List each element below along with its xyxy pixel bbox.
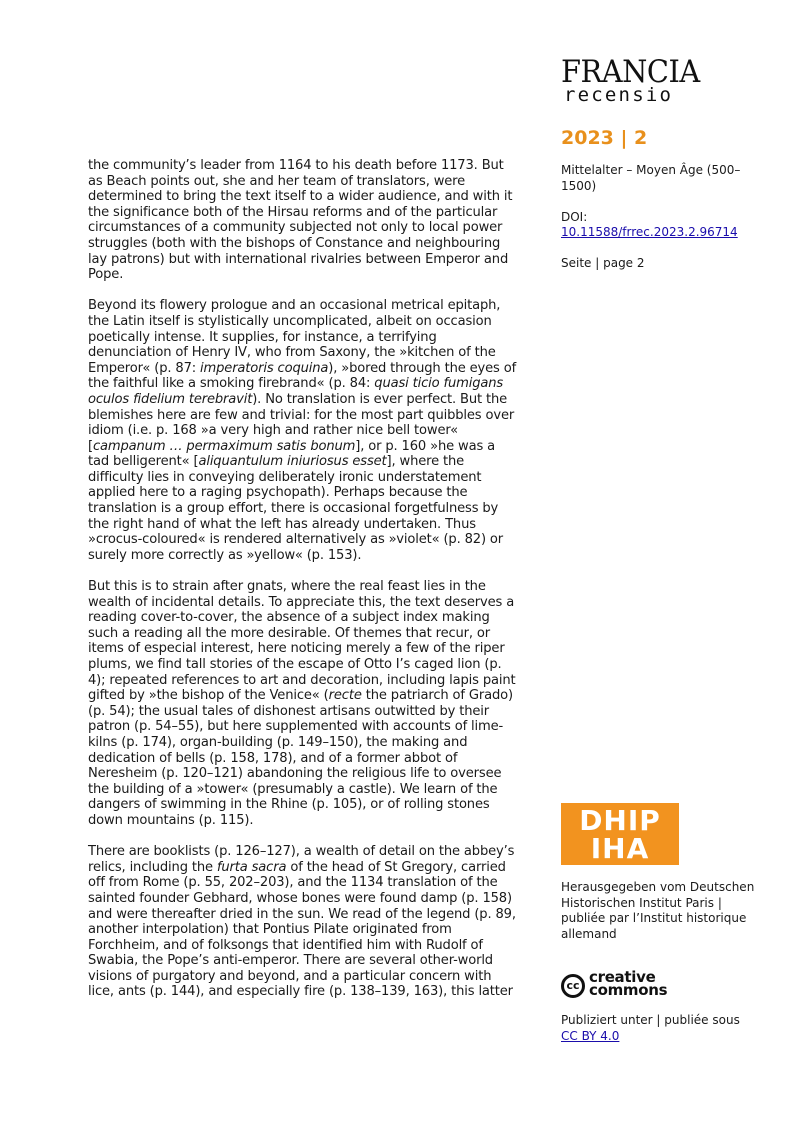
article-meta [561,163,741,287]
publisher-note: Herausgegeben vom Deutschen Historischen Institut Paris | publiée par l’Institut historique allemand [561,880,755,941]
license-note [561,1013,756,1044]
latin-quote: recte [328,688,362,704]
cc-word-creative: creative [589,968,656,986]
body-paragraph [88,298,518,563]
body-paragraph [88,158,518,283]
francia-recensio-logo [561,54,716,106]
dhi-logo-line1: DHIP [579,804,661,837]
license-link[interactable]: CC BY 4.0 [561,1028,620,1043]
text-segment: There are booklists (p. 126–127), a wealth of detail on the abbey’s relics, including the [88,844,515,875]
latin-quote: campanum … permaximum satis bonum [92,438,356,454]
dhi-logo-line2: IHA [590,832,650,865]
text-segment: ], or p. 160 »he was a tad belligerent« [ [88,438,496,470]
latin-quote: quasi ticio fumigans oculos fidelium terebravit [88,376,504,407]
latin-quote: aliquantulum iniuriosus esset [198,454,387,470]
text-segment: the patriarch of Grado) (p. 54); the usual tales of dishonest artisans outwitted by their patron (p. 54–55), but here supplemented with accounts of lime-kilns (p. 174), organ-building (p. 149–150), the making and dedication of bells (p. 158, 178), and of a former abbot of Neresheim (p. 120–121) abandoning the religious life to oversee the building of a »tower« (presumably a castle). We learn of the dangers of swimming in the Rhine (p. 105), or of rolling stones down mountains (p. 115). [88,688,513,828]
text-segment: the community’s leader from 1164 to his death before 1173. But as Beach points out, she and her team of translators, were determined to bring the text itself to a wider audience, and with it the significance both of the Hirsau reforms and of the particular circumstances of a community subjected not only to local power struggles (both with the bishops of Constance and neighbouring lay patrons) but with international rivalries between Emperor and Pope. [88,158,513,283]
text-segment: ], where the difficulty lies in conveying deliberately ironic understatement applied here to a raging psychopath). Perhaps because the translation is a group effort, there is occasional forgetfulness by the right hand of what the left has already undertaken. Thus »crocus-coloured« is rendered alternatively as »violet« (p. 82) or surely more correctly as »yellow« (p. 153). [88,454,504,563]
logo-recensio-text: recensio [564,84,674,106]
text-segment: of the head of St Gregory, carried off from Rome (p. 55, 202–203), and the 1134 translation of the sainted founder Gebhard, whose bones were found damp (p. 158) and were thereafter dried in the sun. We read of the legend (p. 89, another interpolation) that Pontius Pilate originated from Forchheim, and of folksongs that identified him with Rudolf of Swabia, the Pope’s anti-emperor. There are several other-world visions of purgatory and beyond, and a particular concern with lice, ants (p. 144), and especially fire (p. 138–139, 163), this latter [88,859,516,1000]
body-paragraph [88,579,518,829]
doi-label: DOI: [561,209,588,224]
body-paragraph [88,844,518,1000]
license-text: Publiziert unter | publiée sous [561,1013,740,1027]
cc-word-commons: commons [589,981,668,999]
issue-number: 2023 | 2 [561,127,648,149]
article-body [88,158,518,1016]
page-number: Seite | page 2 [561,256,645,270]
text-segment: ), »bored through the eyes of the faithful like a smoking firebrand« (p. 84: [88,360,517,392]
latin-quote: furta sacra [216,859,287,875]
doi-block [561,210,741,241]
doi-link[interactable]: 10.11588/frrec.2023.2.96714 [561,225,738,239]
cc-wordmark [589,968,668,999]
text-segment: Beyond its flowery prologue and an occasional metrical epitaph, the Latin itself is stylistically uncomplicated, albeit on occasion poetically intense. It supplies, for instance, a terrifying denunciation of Henry IV, who from Saxony, the »kitchen of the Emperor« (p. 87: [88,298,501,376]
category: Mittelalter – Moyen Âge (500–1500) [561,163,741,193]
text-segment: But this is to strain after gnats, where the real feast lies in the wealth of incidental details. To appreciate this, the text deserves a reading cover-to-cover, the absence of a subject index making such a reading all the more desirable. Of themes that recur, or items of especial interest, here noticing merely a few of the riper plums, we find tall stories of the escape of Otto I’s caged lion (p. 4); repeated references to art and decoration, including lapis paint gifted by »the bishop of the Venice« ( [88,579,516,704]
latin-quote: imperatoris coquina [200,360,329,376]
creative-commons-logo [561,968,691,1003]
dhip-iha-logo [561,803,679,865]
cc-icon: cc [561,974,585,998]
text-segment: ). No translation is ever perfect. But the blemishes here are few and trivial: for the most part quibbles over idiom (i.e. p. 168 »a very high and rather nice bell tower« [ [88,391,515,454]
logo-francia-text: FRANCIA [561,54,700,90]
